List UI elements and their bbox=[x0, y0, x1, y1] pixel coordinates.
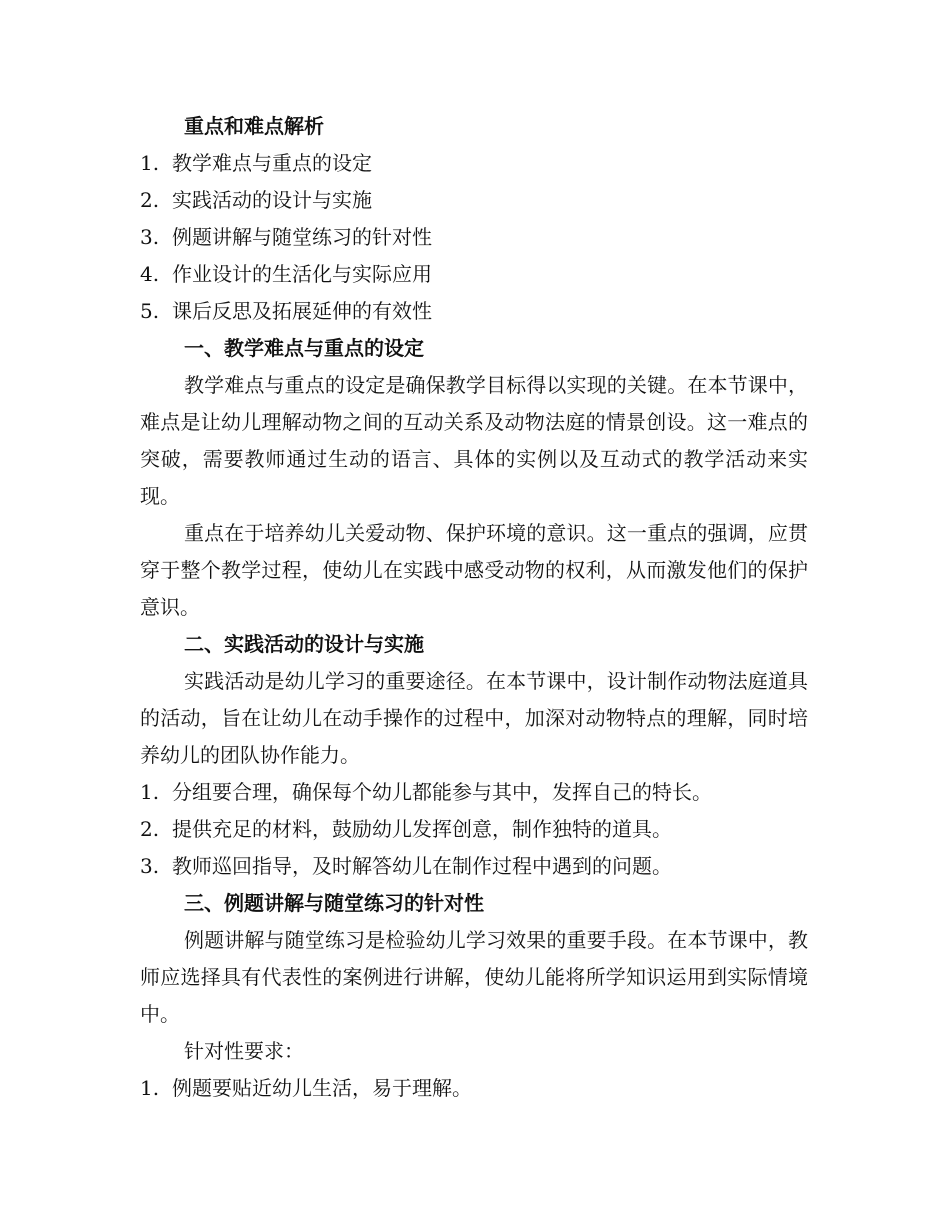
toc-number: 4. bbox=[140, 262, 160, 286]
list-item bbox=[140, 1070, 808, 1107]
toc-item bbox=[140, 145, 808, 182]
list-item bbox=[140, 774, 808, 811]
toc-number: 1. bbox=[140, 151, 160, 175]
toc-text: 作业设计的生活化与实际应用 bbox=[172, 262, 432, 286]
section-3 bbox=[140, 885, 808, 1107]
toc-number: 5. bbox=[140, 299, 160, 323]
toc-text: 课后反思及拓展延伸的有效性 bbox=[172, 299, 432, 323]
list-number: 2. bbox=[140, 817, 160, 841]
document-body bbox=[140, 108, 808, 1107]
list-item bbox=[140, 811, 808, 848]
document-title: 重点和难点解析 bbox=[184, 114, 324, 138]
toc-number: 3. bbox=[140, 225, 160, 249]
section-heading: 三、例题讲解与随堂练习的针对性 bbox=[184, 891, 484, 915]
list-number: 1. bbox=[140, 780, 160, 804]
paragraph: 教学难点与重点的设定是确保教学目标得以实现的关键。在本节课中，难点是让幼儿理解动物之间的互动关系及动物法庭的情景创设。这一难点的突破，需要教师通过生动的语言、具体的实例以及互动式的教学活动来实现。 bbox=[140, 373, 808, 508]
list-text: 分组要合理，确保每个幼儿都能参与其中，发挥自己的特长。 bbox=[172, 780, 712, 804]
section-heading: 二、实践活动的设计与实施 bbox=[184, 632, 424, 656]
list-text: 教师巡回指导，及时解答幼儿在制作过程中遇到的问题。 bbox=[172, 854, 672, 878]
paragraph: 针对性要求： bbox=[184, 1039, 304, 1063]
toc-item bbox=[140, 219, 808, 256]
list-number: 3. bbox=[140, 854, 160, 878]
toc-number: 2. bbox=[140, 188, 160, 212]
toc-item bbox=[140, 256, 808, 293]
paragraph: 重点在于培养幼儿关爱动物、保护环境的意识。这一重点的强调，应贯穿于整个教学过程，使幼儿在实践中感受动物的权利，从而激发他们的保护意识。 bbox=[140, 521, 808, 619]
section-1 bbox=[140, 330, 808, 626]
paragraph: 实践活动是幼儿学习的重要途径。在本节课中，设计制作动物法庭道具的活动，旨在让幼儿在动手操作的过程中，加深对动物特点的理解，同时培养幼儿的团队协作能力。 bbox=[140, 669, 808, 767]
list-text: 例题要贴近幼儿生活，易于理解。 bbox=[172, 1076, 472, 1100]
list-text: 提供充足的材料，鼓励幼儿发挥创意，制作独特的道具。 bbox=[172, 817, 672, 841]
toc-text: 例题讲解与随堂练习的针对性 bbox=[172, 225, 432, 249]
list-number: 1. bbox=[140, 1076, 160, 1100]
list-item bbox=[140, 848, 808, 885]
toc-item bbox=[140, 182, 808, 219]
toc-list bbox=[140, 145, 808, 330]
paragraph: 例题讲解与随堂练习是检验幼儿学习效果的重要手段。在本节课中，教师应选择具有代表性的案例进行讲解，使幼儿能将所学知识运用到实际情境中。 bbox=[140, 928, 808, 1026]
section-2 bbox=[140, 626, 808, 885]
toc-text: 实践活动的设计与实施 bbox=[172, 188, 372, 212]
section-heading: 一、教学难点与重点的设定 bbox=[184, 336, 424, 360]
toc-item bbox=[140, 293, 808, 330]
toc-text: 教学难点与重点的设定 bbox=[172, 151, 372, 175]
